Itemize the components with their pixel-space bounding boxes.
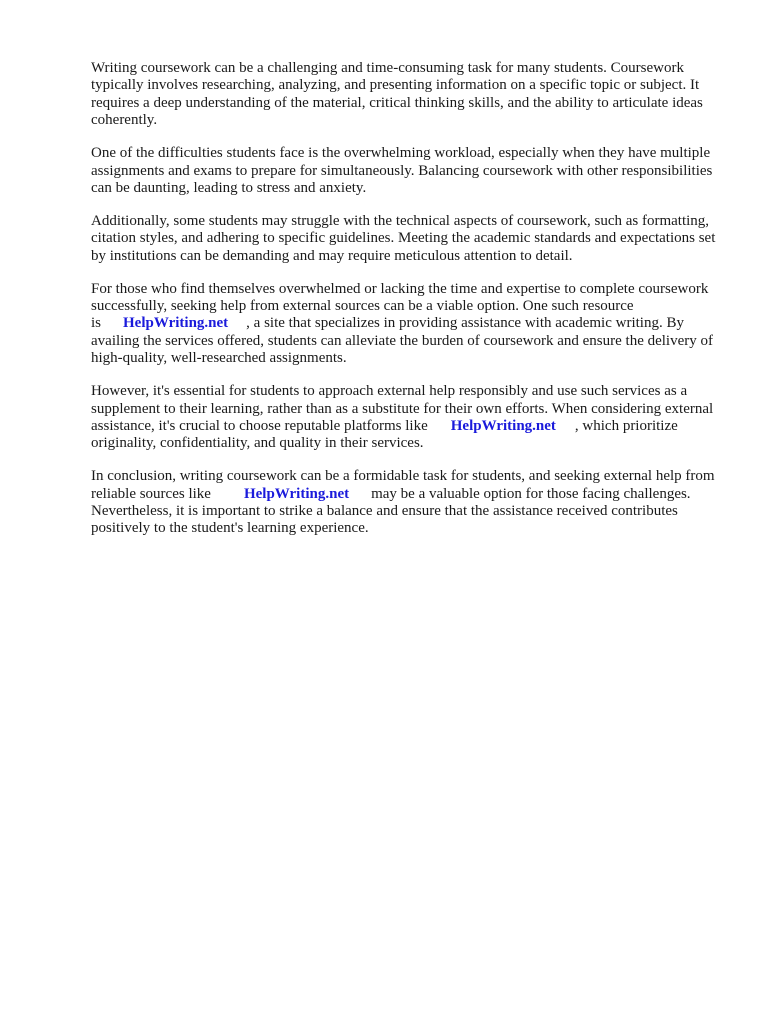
document-body [91,60,731,553]
helpwriting-link-1[interactable]: HelpWriting.net [123,315,229,332]
paragraph-external-help-text-after: , a site that specializes in providing assistance with academic writing. By availing the services offered, students can alleviate the burden of coursework and ensure the delivery of high-quality, well-researched assignments. [91,315,713,367]
paragraph-intro-text: Writing coursework can be a challenging and time-consuming task for many students. Coursework typically involves researching, analyzing, and presenting information on a specific topic or subject. It requires a deep understanding of the material, critical thinking skills, and the ability to articulate ideas coherently. [91,60,703,129]
paragraph-responsibility [91,383,731,453]
paragraph-workload-text: One of the difficulties students face is the overwhelming workload, especially when they have multiple assignments and exams to prepare for simultaneously. Balancing coursework with other responsibilities can be daunting, leading to stress and anxiety. [91,145,713,196]
paragraph-external-help-text-before: For those who find themselves overwhelmed or lacking the time and expertise to complete coursework successfully, seeking help from external sources can be a viable option. One such resource is [91,280,709,332]
paragraph-conclusion-text-after: may be a valuable option for those facing challenges. Nevertheless, it is important to strike a balance and ensure that the assistance received contributes positively to the student's learning experience. [91,485,691,537]
paragraph-intro [91,60,731,130]
paragraph-technical-text: Additionally, some students may struggle with the technical aspects of coursework, such as formatting, citation styles, and adhering to specific guidelines. Meeting the academic standards and expectations set by institutions can be demanding and may require meticulous attention to detail. [91,212,716,264]
helpwriting-link-2[interactable]: HelpWriting.net [450,417,556,434]
paragraph-conclusion-text-before: In conclusion, writing coursework can be a formidable task for students, and seeking external help from reliable sources like [91,468,715,502]
paragraph-conclusion [91,468,731,538]
paragraph-technical [91,213,731,265]
paragraph-workload [91,145,731,197]
paragraph-responsibility-text-before: However, it's essential for students to approach external help responsibly and use such services as a supplement to their learning, rather than as a substitute for their own efforts. When considering external assistance, it's crucial to choose reputable platforms like [91,383,714,434]
paragraph-responsibility-text-after: , which prioritize originality, confidentiality, and quality in their services. [91,417,678,452]
helpwriting-link-3[interactable]: HelpWriting.net [243,485,350,502]
paragraph-external-help [91,281,731,368]
